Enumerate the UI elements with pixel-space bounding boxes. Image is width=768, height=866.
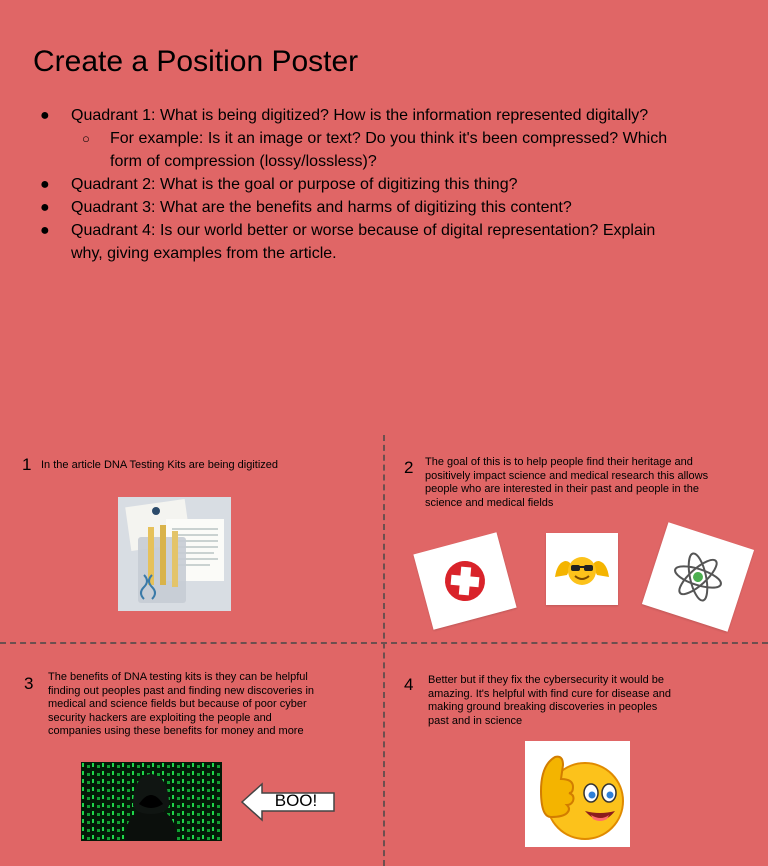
bullet-quadrant-4: ● Quadrant 4: Is our world better or worse because of digital representation? Explain (40, 219, 740, 242)
page-title: Create a Position Poster (33, 45, 359, 78)
atom-icon (642, 522, 754, 632)
bullet-dot: ● (40, 199, 50, 216)
quadrant-2-number: 2 (404, 458, 414, 477)
quadrant-2-text: The goal of this is to help people find their heritage and positively impact science and medical research this allows people who are interested in their past and people in the science and medical fields (425, 456, 709, 509)
bullet-dot: ● (40, 107, 50, 124)
bullet-circle: ○ (82, 131, 90, 146)
atom-graphic (664, 543, 732, 611)
horizontal-divider (0, 642, 768, 644)
bullet-dot: ● (40, 176, 50, 193)
thumbs-up-graphic (525, 741, 630, 847)
sub-bullet-example-cont: form of compression (lossy/lossless)? (110, 153, 377, 170)
quadrant-4-text: Better but if they fix the cybersecurity it would be amazing. It's helpful with find cure for disease and making ground breaking discoveries in peoples past and in science (428, 674, 672, 727)
dna-kit-graphic (118, 497, 231, 611)
bullet-quadrant-3: ● Quadrant 3: What are the benefits and harms of digitizing this content? (40, 196, 740, 219)
thumbs-up-emoji (525, 741, 630, 847)
sub-bullet-example: ○ For example: Is it an image or text? Do you think it's been compressed? Which (40, 127, 740, 150)
boo-callout: BOO! (274, 791, 318, 810)
hacker-graphic (81, 762, 222, 841)
quadrant-4-number: 4 (404, 675, 414, 694)
quadrant-1-text: In the article DNA Testing Kits are being digitized (41, 459, 279, 471)
quadrant-3-number: 3 (24, 674, 34, 693)
strong-emoji-graphic (551, 549, 613, 589)
medical-cross-graphic (436, 552, 495, 611)
strong-emoji-icon (546, 533, 618, 605)
vertical-divider (383, 435, 385, 866)
hacker-image (81, 762, 222, 841)
instructions-list (40, 104, 740, 265)
bullet-quadrant-1: ● Quadrant 1: What is being digitized? How is the information represented digitally? (40, 104, 740, 127)
bullet-quadrant-2: ● Quadrant 2: What is the goal or purpose of digitizing this thing? (40, 173, 740, 196)
bullet-quadrant-4-cont: why, giving examples from the article. (71, 245, 337, 262)
bullet-dot: ● (40, 222, 50, 239)
dna-testing-kit-image (118, 497, 231, 611)
quadrant-3-text: The benefits of DNA testing kits is they can be helpful finding out peoples past and finding new discoveries in medical and science fields but because of poor cyber security hackers are exploiting the people and companies using these benefits for money and more (48, 671, 315, 737)
quadrant-1-number: 1 (22, 455, 32, 474)
medical-cross-icon (413, 532, 516, 630)
